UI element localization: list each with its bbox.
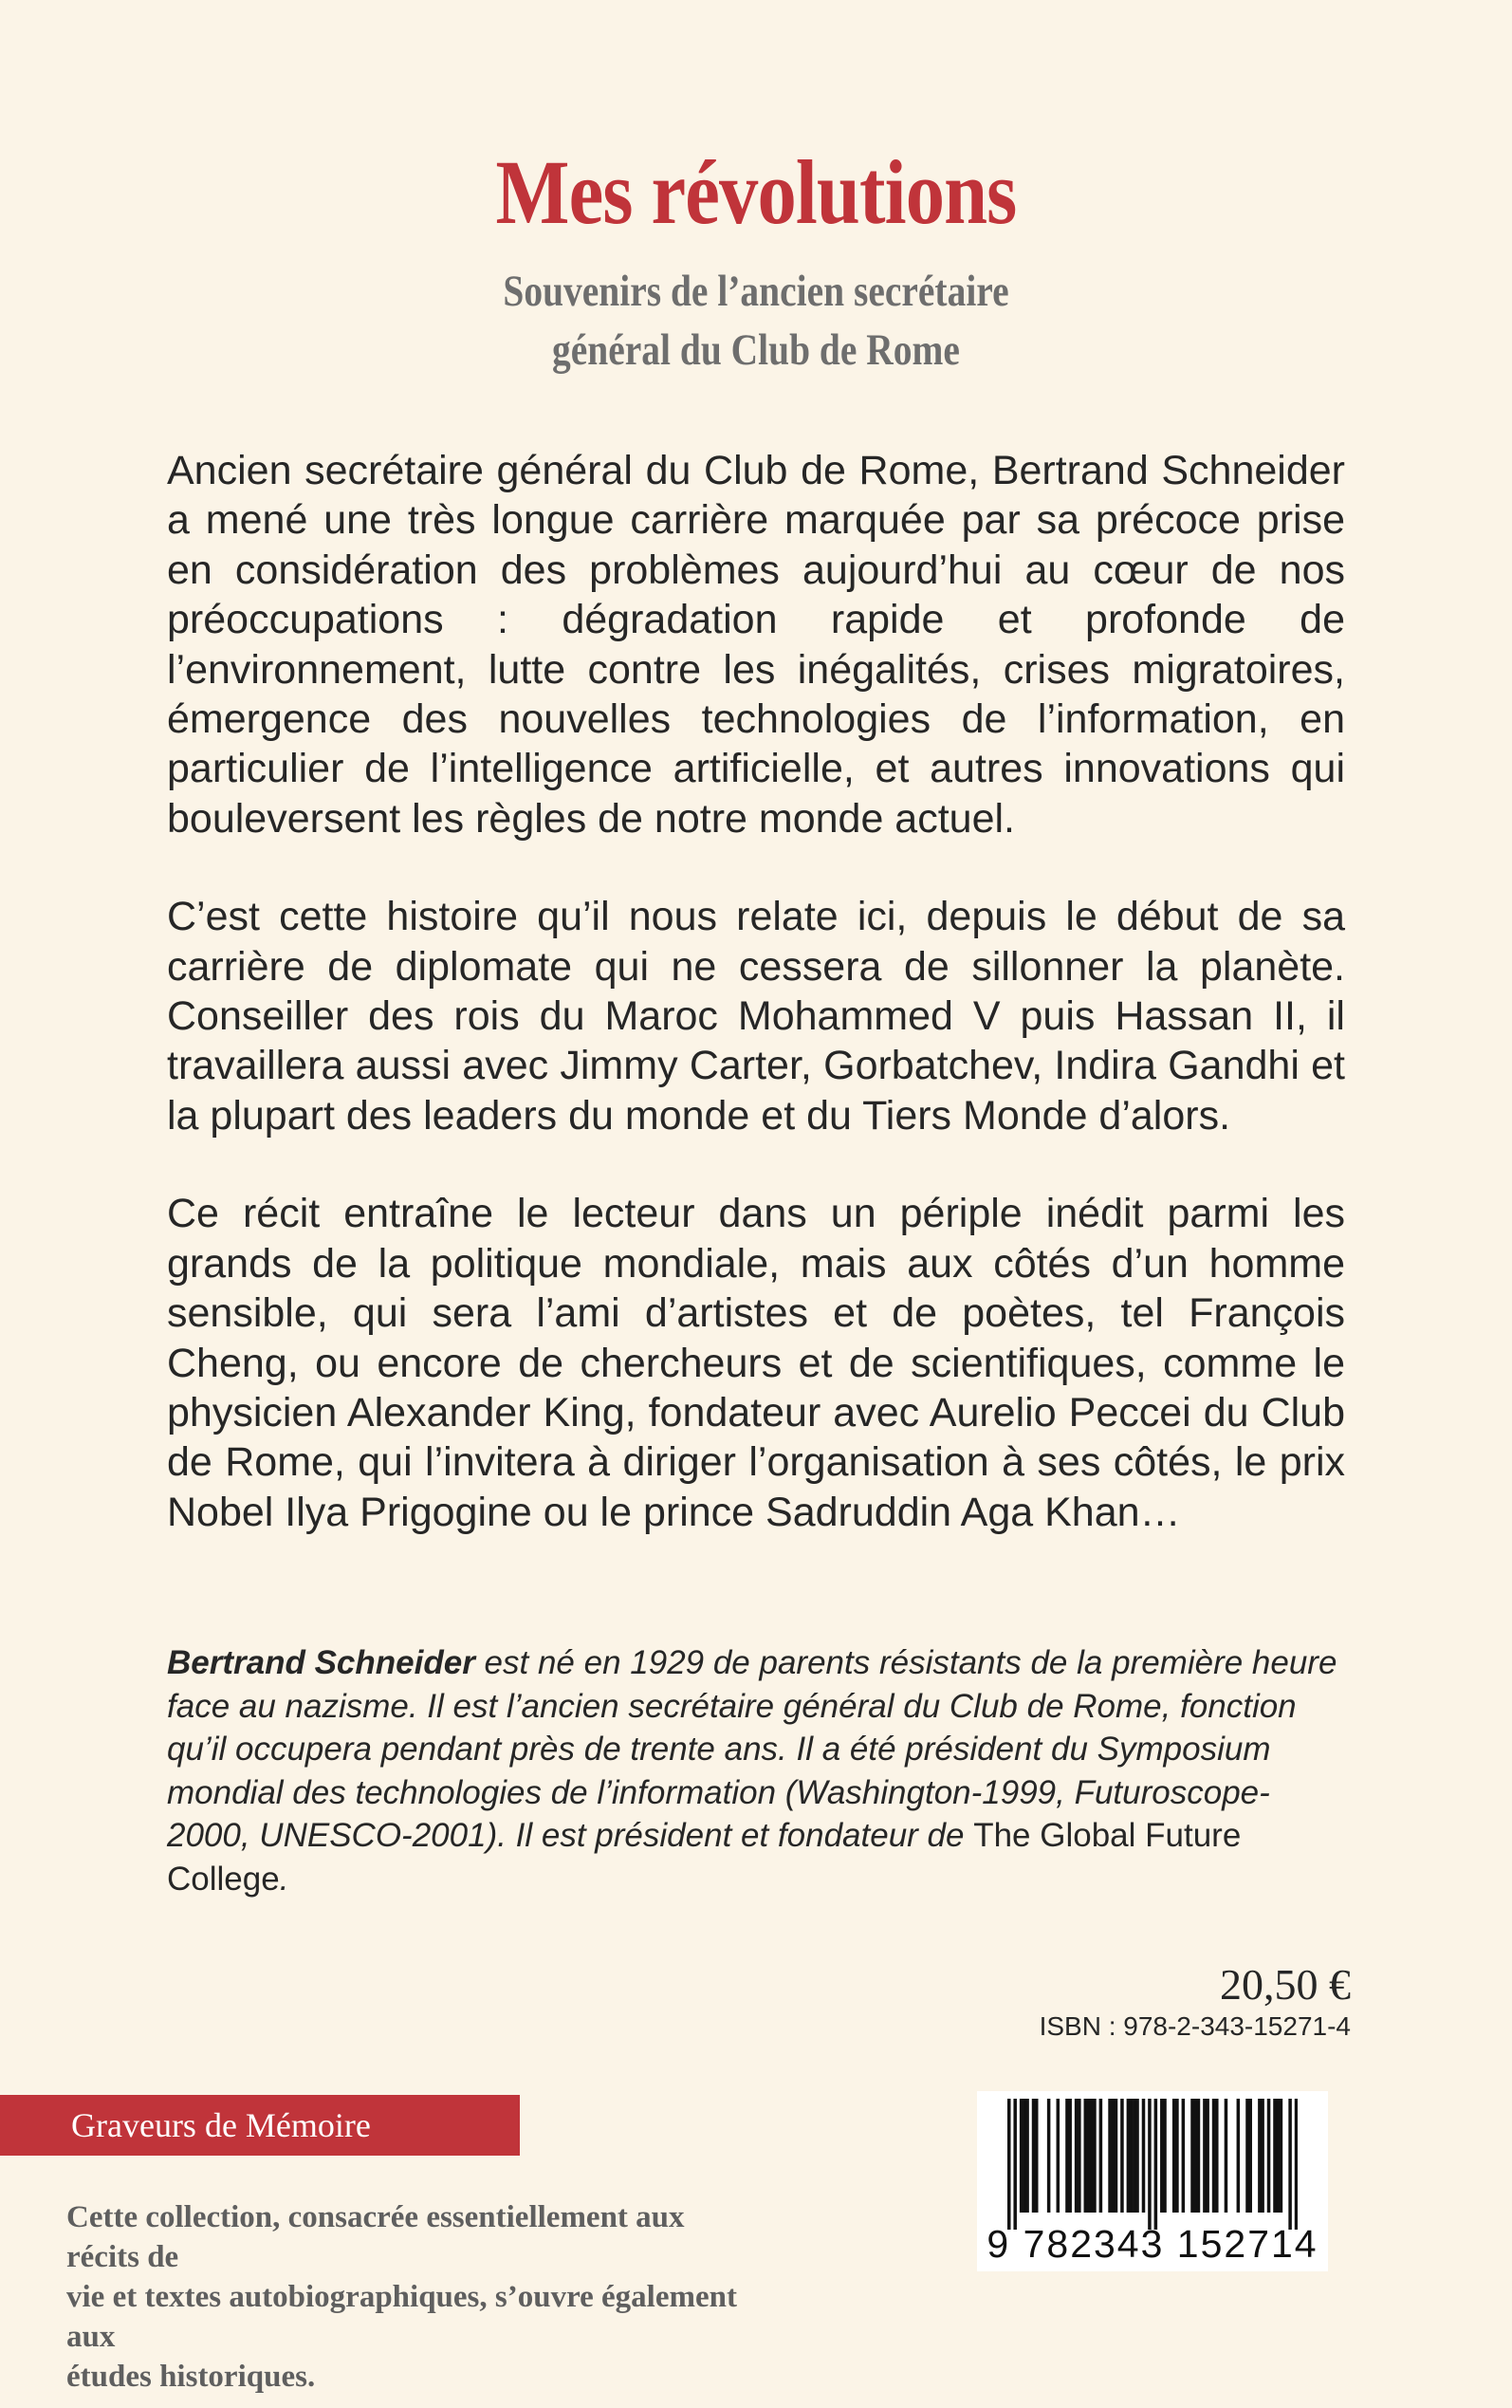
book-subtitle	[121, 262, 1392, 380]
barcode-bar	[1084, 2099, 1088, 2213]
barcode-bar	[1215, 2099, 1219, 2213]
barcode-bar	[1258, 2099, 1262, 2213]
barcode-bar	[1032, 2099, 1036, 2213]
barcode-bar	[1267, 2099, 1271, 2213]
barcode-bar	[1035, 2099, 1039, 2213]
subtitle-line-2: général du Club de Rome	[552, 325, 960, 375]
barcode-bar	[1163, 2099, 1167, 2213]
barcode-bar	[1175, 2099, 1179, 2213]
isbn: ISBN : 978-2-343-15271-4	[1039, 2011, 1351, 2041]
price: 20,50 €	[1220, 1960, 1351, 2009]
author-bio-end: .	[279, 1860, 289, 1898]
barcode-bar	[1007, 2099, 1011, 2230]
author-bio-text: est né en 1929 de parents résistants de la première heure face au nazisme. Il est l’ancien secrétaire général du Club de Rome, fonction qu’il occupera pendant près de trente ans. Il a été président du Symposium mondial des technologies de l’information (Washington-1999, Futuroscope-2000, UNESCO-2001). Il est président et fondateur de	[167, 1644, 1337, 1854]
barcode-bar	[1135, 2099, 1139, 2213]
barcode-bar	[1261, 2099, 1264, 2213]
barcode-bar	[1203, 2099, 1207, 2213]
blurb-paragraph-1: Ancien secrétaire général du Club de Rome, Bertrand Schneider a mené une très longue carrière marquée par sa précoce prise en considération des problèmes aujourd’hui au cœur de nos préoccupations : dégradation rapide et profonde de l’environnement, lutte contre les inégalités, crises migratoires, émergence des nouvelles technologies de l’information, en particulier de l’intelligence artificielle, et autres innovations qui bouleversent les règles de notre monde actuel.	[167, 448, 1345, 842]
barcode-bar	[1193, 2099, 1197, 2213]
barcode-bar	[1127, 2099, 1131, 2213]
barcode-bar	[1087, 2099, 1091, 2213]
barcode-bar	[1057, 2099, 1060, 2213]
barcode-bar	[1093, 2099, 1097, 2213]
barcode-bar	[1023, 2099, 1026, 2213]
barcode-bar	[1245, 2099, 1249, 2213]
barcode-bar	[1160, 2099, 1164, 2213]
barcode-bar	[1020, 2099, 1023, 2213]
barcode-bar	[1078, 2099, 1081, 2213]
barcode-bar	[1047, 2099, 1051, 2213]
collection-description	[66, 2197, 749, 2397]
barcode-bar	[1075, 2099, 1079, 2213]
barcode-bar	[1142, 2099, 1146, 2213]
collection-description-line-1: Cette collection, consacrée essentiellement aux récits de	[66, 2200, 685, 2274]
barcode-bar	[1182, 2099, 1186, 2213]
barcode-bar	[1206, 2099, 1209, 2213]
author-college: The Global Future College	[167, 1817, 1242, 1898]
barcode-bar	[1172, 2099, 1176, 2213]
barcode-bar	[1108, 2099, 1112, 2213]
barcode-bar	[1280, 2099, 1283, 2213]
collection-description-line-2: vie et textes autobiographiques, s’ouvre également aux	[66, 2280, 737, 2354]
barcode-bar	[1112, 2099, 1116, 2213]
blurb-paragraph-2: C’est cette histoire qu’il nous relate ici, depuis le début de sa carrière de diplomate qui ne cessera de sillonner la planète. Conseiller des rois du Maroc Mohammed V puis Hassan II, il travaillera aussi avec Jimmy Carter, Gorbatchev, Indira Gandhi et la plupart des leaders du monde et du Tiers Monde d’alors.	[167, 894, 1345, 1139]
barcode-bar	[1225, 2099, 1228, 2213]
barcode-bar	[1237, 2099, 1241, 2213]
book-title: Mes révolutions	[495, 141, 1017, 243]
blurb	[167, 446, 1345, 1585]
barcode-bar	[1025, 2099, 1029, 2213]
barcode-bar	[1288, 2099, 1292, 2230]
barcode-bar	[1068, 2099, 1072, 2213]
subtitle-line-1: Souvenirs de l’ancien secrétaire	[503, 267, 1009, 316]
author-bio	[167, 1641, 1345, 1900]
barcode-bar	[1090, 2099, 1094, 2213]
barcode	[977, 2091, 1328, 2271]
author-name: Bertrand Schneider	[167, 1644, 475, 1681]
barcode-bar	[1276, 2099, 1280, 2213]
barcode-bar	[1133, 2099, 1136, 2213]
barcode-bar	[1190, 2099, 1194, 2213]
collection-banner	[0, 2095, 520, 2156]
barcode-bar	[1273, 2099, 1277, 2213]
barcode-bar	[1148, 2099, 1152, 2230]
barcode-bar	[1130, 2099, 1134, 2213]
barcode-bar	[1013, 2099, 1017, 2230]
barcode-bar	[1099, 2099, 1103, 2213]
barcode-bar	[1120, 2099, 1124, 2213]
blurb-paragraph-3: Ce récit entraîne le lecteur dans un périple inédit parmi les grands de la politique mondiale, mais aux côtés d’un homme sensible, qui sera l’ami d’artistes et de poètes, tel François Cheng, ou encore de chercheurs et de scientifiques, comme le physicien Alexander King, fondateur avec Aurelio Peccei du Club de Rome, qui l’invitera à diriger l’organisation à ses côtés, le prix Nobel Ilya Prigogine ou le prince Sadruddin Aga Khan…	[167, 1191, 1345, 1535]
barcode-bar	[1197, 2099, 1201, 2213]
collection-name: Graveurs de Mémoire	[71, 2106, 371, 2144]
barcode-digits: 9 782343 152714	[986, 2222, 1318, 2266]
barcode-bars	[1007, 2099, 1298, 2230]
barcode-bar	[1065, 2099, 1069, 2213]
barcode-bar	[1212, 2099, 1216, 2213]
barcode-bar	[1295, 2099, 1298, 2230]
collection-description-line-3: études historiques.	[66, 2360, 316, 2394]
barcode-bar	[1154, 2099, 1158, 2230]
barcode-bar	[1115, 2099, 1118, 2213]
barcode-bar	[1248, 2099, 1252, 2213]
